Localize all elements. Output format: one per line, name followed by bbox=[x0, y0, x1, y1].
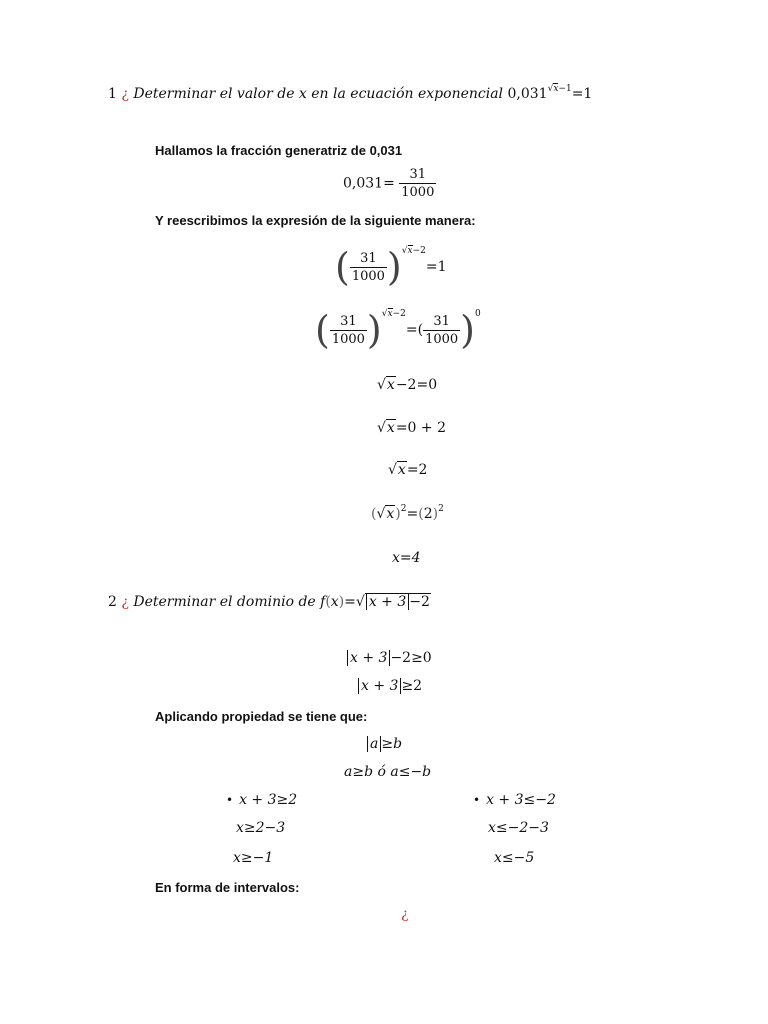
rhs: =1 bbox=[425, 259, 447, 275]
left-case-line-2: x≥2−3 bbox=[236, 820, 286, 836]
inequality-a: x + 3 −2≥0 bbox=[347, 650, 432, 666]
fraction: $\frac{31}{1000}$ bbox=[331, 313, 365, 347]
left-case-line-3: x≥−1 bbox=[233, 850, 274, 866]
inverted-question-marker: ¿ bbox=[401, 906, 409, 922]
left-paren: ( bbox=[315, 308, 330, 352]
bullet-icon: • bbox=[473, 793, 481, 807]
equation-d: √x=0 + 2 bbox=[377, 420, 447, 436]
right-case-line-1: • x + 3≤−2 bbox=[473, 792, 556, 808]
equation-rhs: =1 bbox=[571, 86, 593, 102]
problem-1-statement bbox=[108, 86, 592, 102]
square-root: √x bbox=[388, 462, 406, 478]
inverted-question-marker: ¿ bbox=[121, 594, 129, 610]
right-case-line-3: x≤−5 bbox=[494, 850, 535, 866]
equation-a bbox=[335, 245, 447, 289]
property-a: a ≥b bbox=[367, 736, 402, 752]
fraction-numerator: 31 bbox=[399, 168, 436, 184]
absolute-value: a bbox=[367, 736, 381, 752]
inequality-b: x + 3 ≥2 bbox=[358, 678, 422, 694]
fraction: $\frac{31}{1000}$ bbox=[351, 250, 385, 284]
right-paren-2: ) bbox=[460, 308, 475, 352]
right-paren: ) bbox=[386, 245, 402, 289]
problem-text: Determinar el dominio de f bbox=[133, 594, 326, 610]
equation-e: √x=2 bbox=[388, 462, 428, 478]
exponent-2: 0 bbox=[474, 309, 481, 319]
exponent: √x−2 bbox=[381, 309, 406, 319]
square-root: √x bbox=[376, 506, 395, 522]
fraction-2: $\frac{31}{1000}$ bbox=[425, 313, 459, 347]
property-heading: Aplicando propiedad se tiene que: bbox=[155, 709, 368, 724]
right-paren: ) bbox=[366, 308, 382, 352]
fraction-denominator: 1000 bbox=[401, 185, 435, 200]
fraction-heading: Hallamos la fracción generatriz de 0,031 bbox=[155, 143, 403, 158]
equation-exponent: √x−1 bbox=[547, 84, 572, 94]
problem-text: Determinar el valor de x en la ecuación exponencial bbox=[133, 86, 504, 102]
square-root: √x bbox=[377, 377, 395, 393]
absolute-value: x + 3 bbox=[347, 650, 390, 666]
exponent: √x−2 bbox=[401, 246, 426, 256]
fraction bbox=[399, 168, 436, 199]
fraction-lhs: 0,031= bbox=[343, 175, 395, 192]
problem-number: 1 bbox=[108, 86, 117, 102]
square-root: √x bbox=[377, 420, 395, 436]
inverted-question-marker: ¿ bbox=[121, 86, 129, 102]
right-case-line-2: x≤−2−3 bbox=[488, 820, 549, 836]
intervals-heading: En forma de intervalos: bbox=[155, 880, 300, 895]
problem-number: 2 bbox=[108, 594, 117, 610]
bullet-icon: • bbox=[226, 793, 234, 807]
property-b: a≥b ó a≤−b bbox=[344, 764, 432, 780]
left-case-line-1: • x + 3≥2 bbox=[226, 792, 298, 808]
rewrite-heading: Y reescribimos la expresión de la siguiente manera: bbox=[155, 213, 476, 228]
equation-g: x=4 bbox=[392, 550, 421, 566]
left-paren: ( bbox=[335, 245, 350, 289]
equals-open: =( bbox=[405, 322, 424, 338]
square-root: √ x + 3 −2 bbox=[355, 594, 430, 610]
fraction-equation bbox=[343, 168, 436, 199]
equation-b bbox=[315, 308, 481, 352]
absolute-value: x + 3 bbox=[358, 678, 401, 694]
equation-base: 0,031 bbox=[507, 86, 548, 102]
equation-c: √x−2=0 bbox=[377, 377, 438, 393]
equation-f: $(√x)^2=(2)^2$ bbox=[371, 504, 444, 522]
problem-2-statement: 2 ¿ Determinar el dominio de f(x)=√ x + 3 −2 bbox=[108, 594, 430, 610]
